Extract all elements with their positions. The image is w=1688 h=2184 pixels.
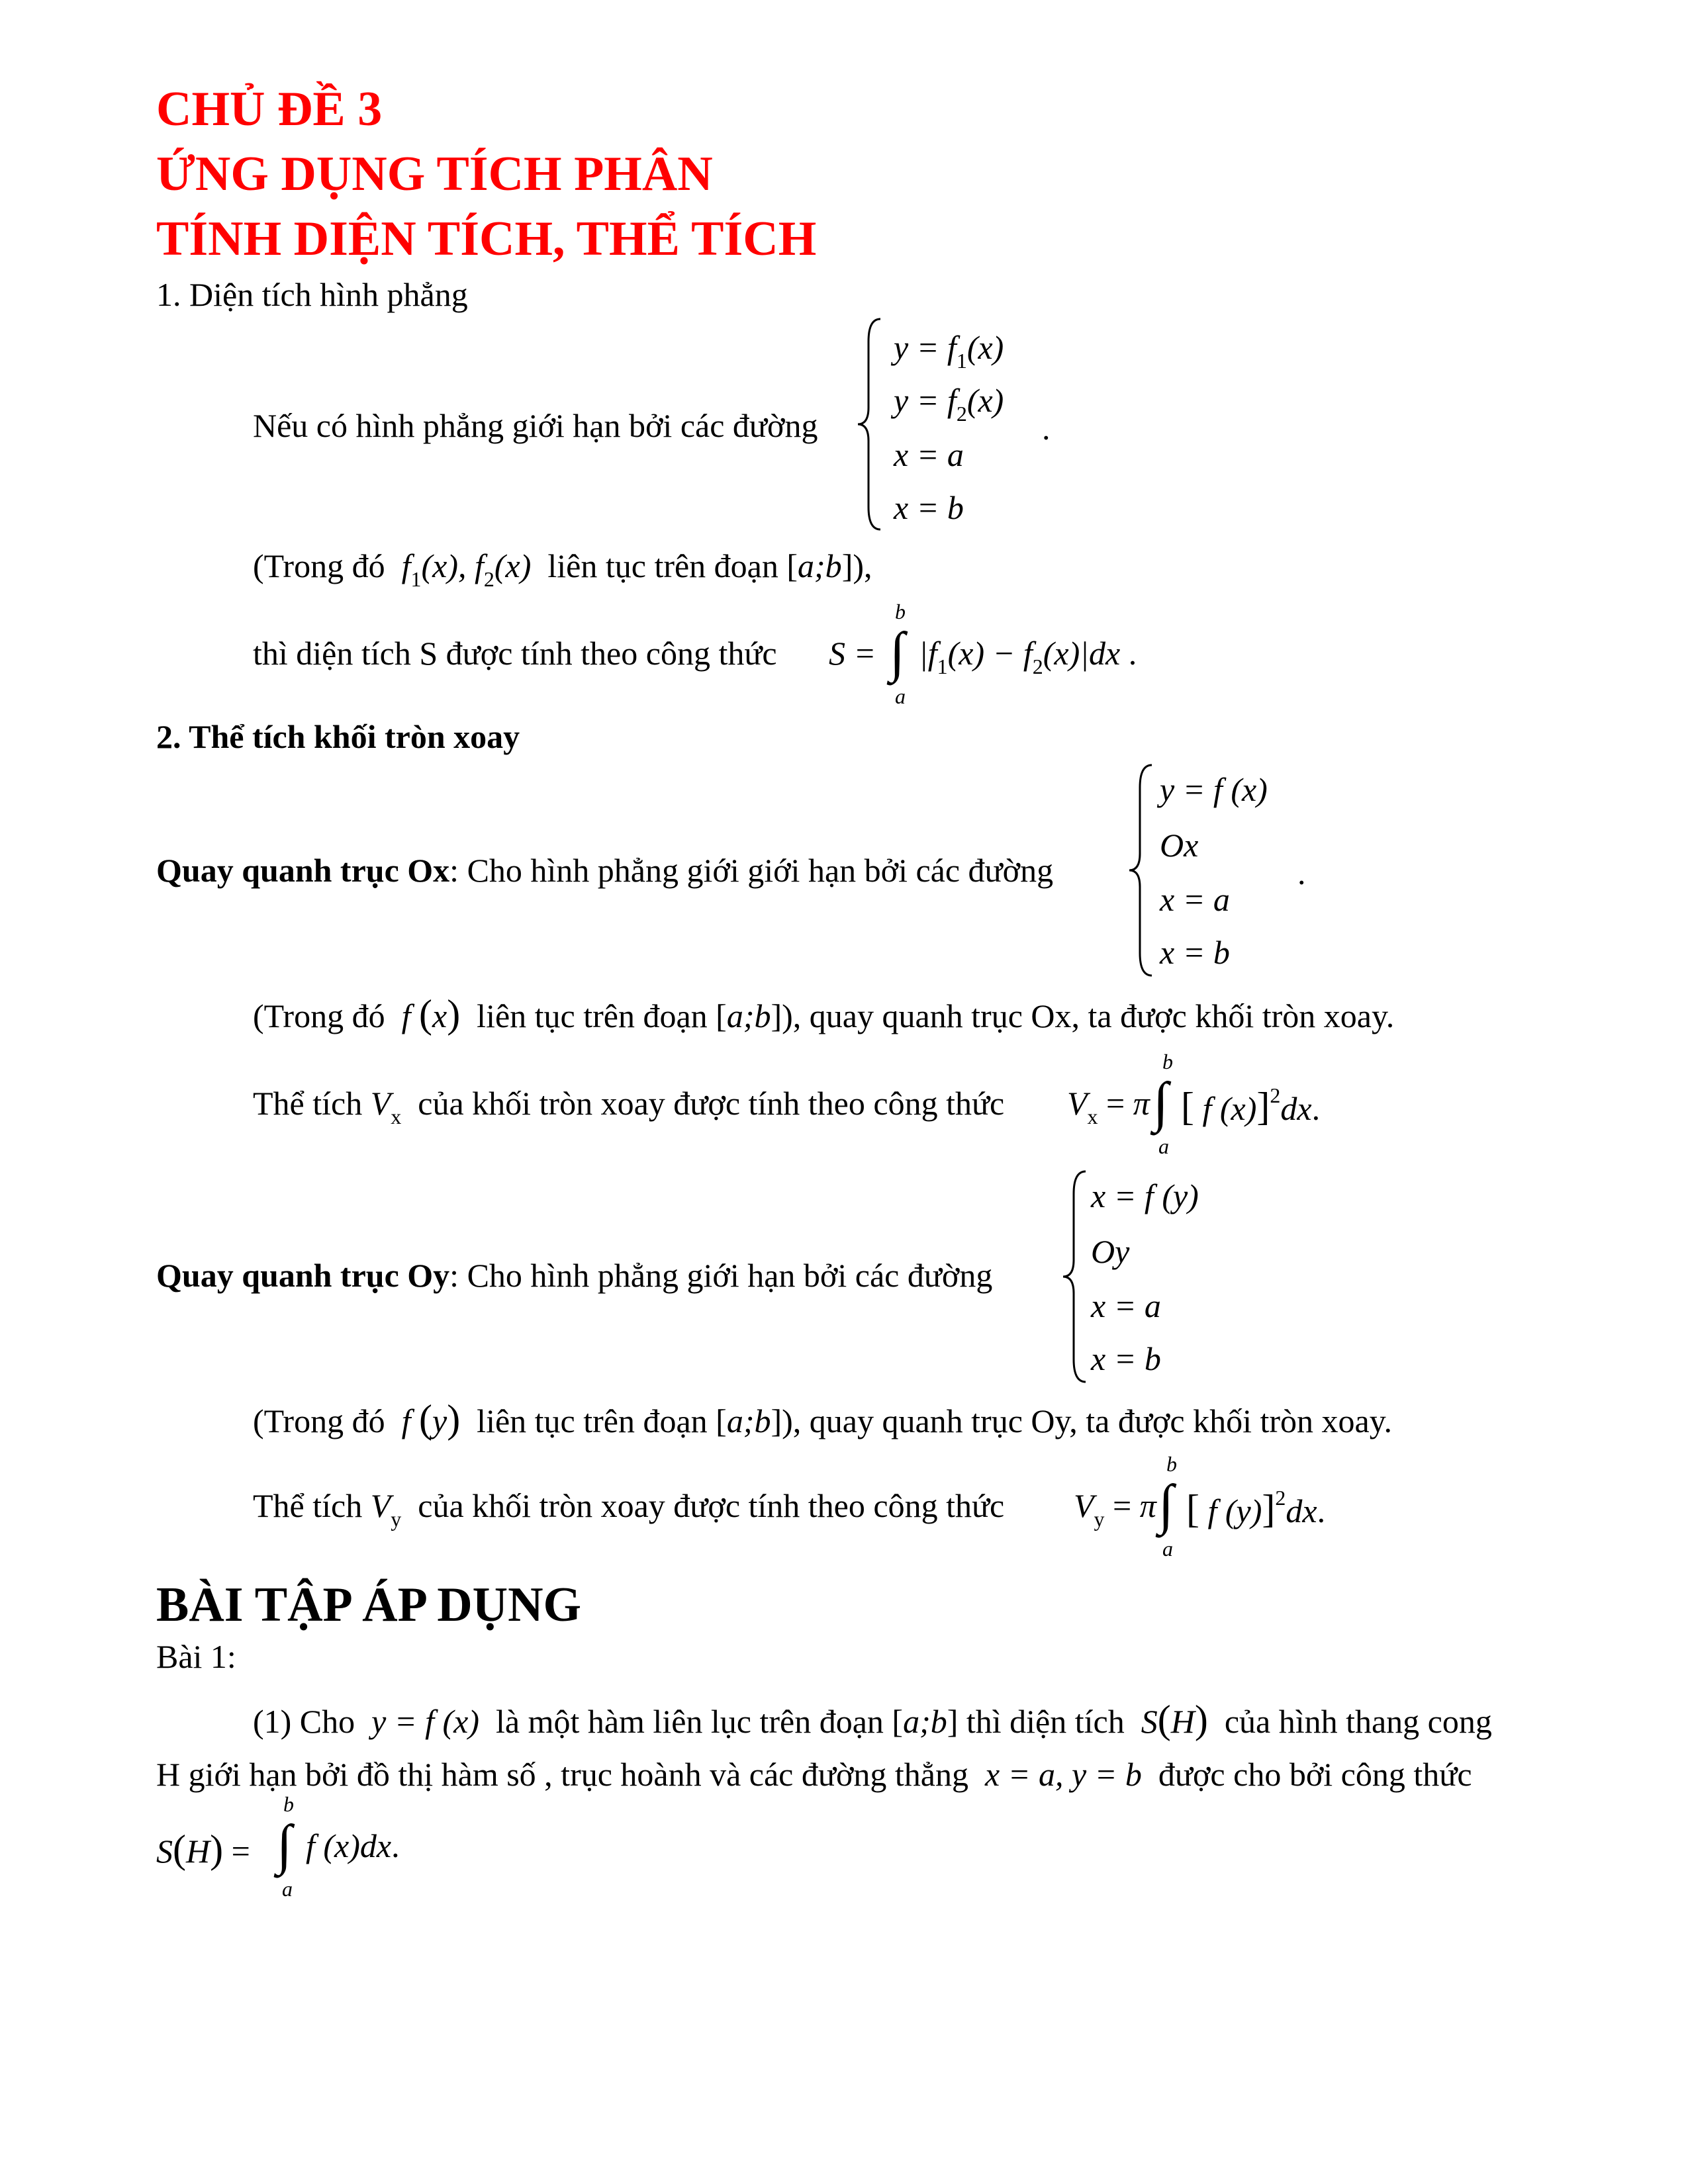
ox-integral-sign: ∫: [1153, 1071, 1169, 1133]
ox-intro: Quay quanh trục Ox: Cho hình phẳng giới giới hạn bởi các đường: [156, 852, 1054, 889]
section1-intro: Nếu có hình phẳng giới hạn bởi các đường: [253, 407, 818, 444]
section1-system-row-2: $y = f_2(x)$: [894, 382, 1004, 426]
oy-upper-limit: b: [1166, 1452, 1177, 1476]
oy-system-row-1: x = f (y): [1091, 1177, 1199, 1214]
ox-upper-limit: b: [1162, 1050, 1173, 1073]
ox-condition: (Trong đó f (x) liên tục trên đoạn [a;b]), quay quanh trục Ox, ta được khối tròn xoay.: [253, 992, 1395, 1036]
ox-system-row-1: y = f (x): [1160, 771, 1268, 808]
oy-system-row-4: x = b: [1091, 1340, 1161, 1377]
section1-system-row-4: x = b: [894, 489, 964, 526]
oy-integral-sign: ∫: [1158, 1474, 1174, 1535]
ox-system-period: .: [1297, 854, 1306, 891]
title-line-2: ỨNG DỤNG TÍCH PHÂN: [156, 147, 713, 201]
lower-limit: a: [895, 684, 906, 708]
oy-brace: [1059, 1167, 1092, 1386]
oy-system-row-2: Oy: [1091, 1233, 1130, 1270]
section2-heading: 2. Thể tích khối tròn xoay: [156, 718, 520, 755]
oy-condition: (Trong đó f (y) liên tục trên đoạn [a;b]), quay quanh trục Oy, ta được khối tròn xoay.: [253, 1397, 1392, 1441]
ox-lower-limit: a: [1158, 1134, 1169, 1158]
oy-volume: Thể tích $V_y$ của khối tròn xoay được tính theo công thức $V_y = \pi$ ∫ b a [ f (y)]$^2$dx.: [253, 1452, 1326, 1561]
ex-lower-limit: a: [282, 1877, 293, 1901]
ox-system-row-2: Ox: [1160, 827, 1199, 864]
title-line-3: TÍNH DIỆN TÍCH, THỂ TÍCH: [156, 212, 817, 266]
ox-volume: Thể tích $V_x$ của khối tròn xoay được tính theo công thức $V_x = \pi$ ∫ b a [ f (x)]$^2$dx.: [253, 1050, 1321, 1158]
exercise-1-line-2: H giới hạn bởi đồ thị hàm số , trục hoành và các đường thẳng x = a, y = b được cho bởi công thức: [156, 1756, 1472, 1793]
oy-system-row-3: x = a: [1091, 1287, 1161, 1324]
ex-integral-sign: ∫: [277, 1814, 293, 1876]
section1-formula: S = ∫ b a $|f_1(x) - f_2(x)|dx$ .: [829, 600, 1137, 708]
ox-system-row-3: x = a: [1160, 881, 1230, 918]
oy-lower-limit: a: [1162, 1537, 1173, 1561]
section1-formula-intro: thì diện tích S được tính theo công thức: [253, 635, 777, 672]
section1-system-row-3: x = a: [894, 436, 964, 473]
section1-system-period: .: [1042, 410, 1051, 447]
ex-upper-limit: b: [283, 1792, 294, 1816]
section1-system-row-1: $y = f_1(x)$: [894, 329, 1004, 373]
upper-limit: b: [895, 600, 906, 623]
title-line-1: CHỦ ĐỀ 3: [156, 82, 383, 136]
section1-condition: (Trong đó $f_1(x)$, $f_2(x)$ liên tục trên đoạn [a;b]),: [253, 547, 872, 591]
integral-sign: ∫: [890, 621, 906, 683]
section1-brace: [854, 315, 887, 533]
exercise-1-line-1: (1) Cho y = f (x) là một hàm liên lục trên đoạn [a;b] thì diện tích S(H) của hình thang cong: [253, 1698, 1492, 1741]
exercise-1-formula: S(H) = ∫ b a f (x)dx.: [156, 1792, 400, 1901]
exercises-heading: BÀI TẬP ÁP DỤNG: [156, 1578, 582, 1632]
oy-intro: Quay quanh trục Oy: Cho hình phẳng giới hạn bởi các đường: [156, 1257, 993, 1294]
ox-brace: [1125, 761, 1158, 979]
ox-system-row-4: x = b: [1160, 934, 1230, 971]
exercise-1-label: Bài 1:: [156, 1638, 236, 1675]
section1-heading: 1. Diện tích hình phẳng: [156, 276, 468, 313]
